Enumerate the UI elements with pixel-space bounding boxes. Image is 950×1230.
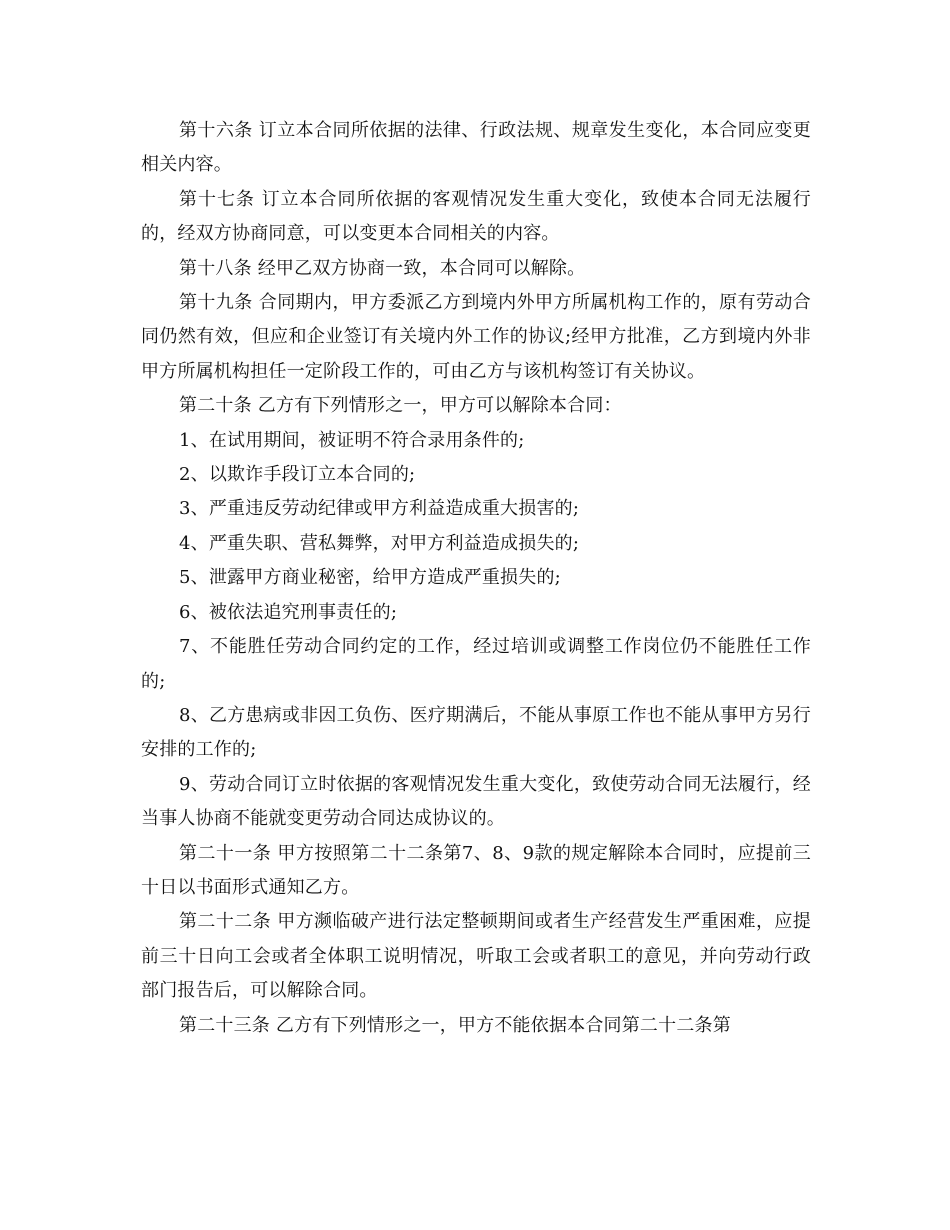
- list-item: 7、不能胜任劳动合同约定的工作，经过培训或调整工作岗位仍不能胜任工作的;: [141, 636, 811, 692]
- article-21-paragraph: 第二十一条 甲方按照第二十二条第7、8、9款的规定解除本合同时，应提前三十日以书面形式通知乙方。: [141, 842, 811, 898]
- document-body: [141, 114, 811, 1043]
- article-22-paragraph: 第二十二条 甲方濒临破产进行法定整顿期间或者生产经营发生严重困难，应提前三十日向工会或者全体职工说明情况，听取工会或者职工的意见，并向劳动行政部门报告后，可以解除合同。: [141, 911, 811, 1002]
- article-16-paragraph: 第十六条 订立本合同所依据的法律、行政法规、规章发生变化，本合同应变更相关内容。: [141, 120, 811, 176]
- article-18-paragraph: 第十八条 经甲乙双方协商一致，本合同可以解除。: [179, 257, 586, 279]
- article-20-paragraph: 第二十条 乙方有下列情形之一，甲方可以解除本合同：: [179, 395, 622, 417]
- list-item: 5、泄露甲方商业秘密，给甲方造成严重损失的;: [179, 567, 561, 589]
- list-item: 8、乙方患病或非因工负伤、医疗期满后，不能从事原工作也不能从事甲方另行安排的工作的;: [141, 704, 811, 761]
- list-item: 6、被依法追究刑事责任的;: [179, 601, 398, 623]
- list-item: 1、在试用期间，被证明不符合录用条件的;: [179, 429, 525, 451]
- article-23-paragraph: 第二十三条 乙方有下列情形之一，甲方不能依据本合同第二十二条第: [179, 1014, 731, 1036]
- list-item: 9、劳动合同订立时依据的客观情况发生重大变化，致使劳动合同无法履行，经当事人协商不能就变更劳动合同达成协议的。: [141, 773, 811, 830]
- list-item: 3、严重违反劳动纪律或甲方利益造成重大损害的;: [179, 498, 580, 520]
- article-19-paragraph: 第十九条 合同期内，甲方委派乙方到境内外甲方所属机构工作的，原有劳动合同仍然有效，但应和企业签订有关境内外工作的协议;经甲方批准，乙方到境内外非甲方所属机构担任一定阶段工作的，可由乙方与该机构签订有关协议。: [141, 292, 811, 382]
- list-item: 2、以欺诈手段订立本合同的;: [179, 464, 416, 486]
- list-item: 4、严重失职、营私舞弊，对甲方利益造成损失的;: [179, 532, 580, 554]
- article-17-paragraph: 第十七条 订立本合同所依据的客观情况发生重大变化，致使本合同无法履行的，经双方协商同意，可以变更本合同相关的内容。: [141, 188, 811, 245]
